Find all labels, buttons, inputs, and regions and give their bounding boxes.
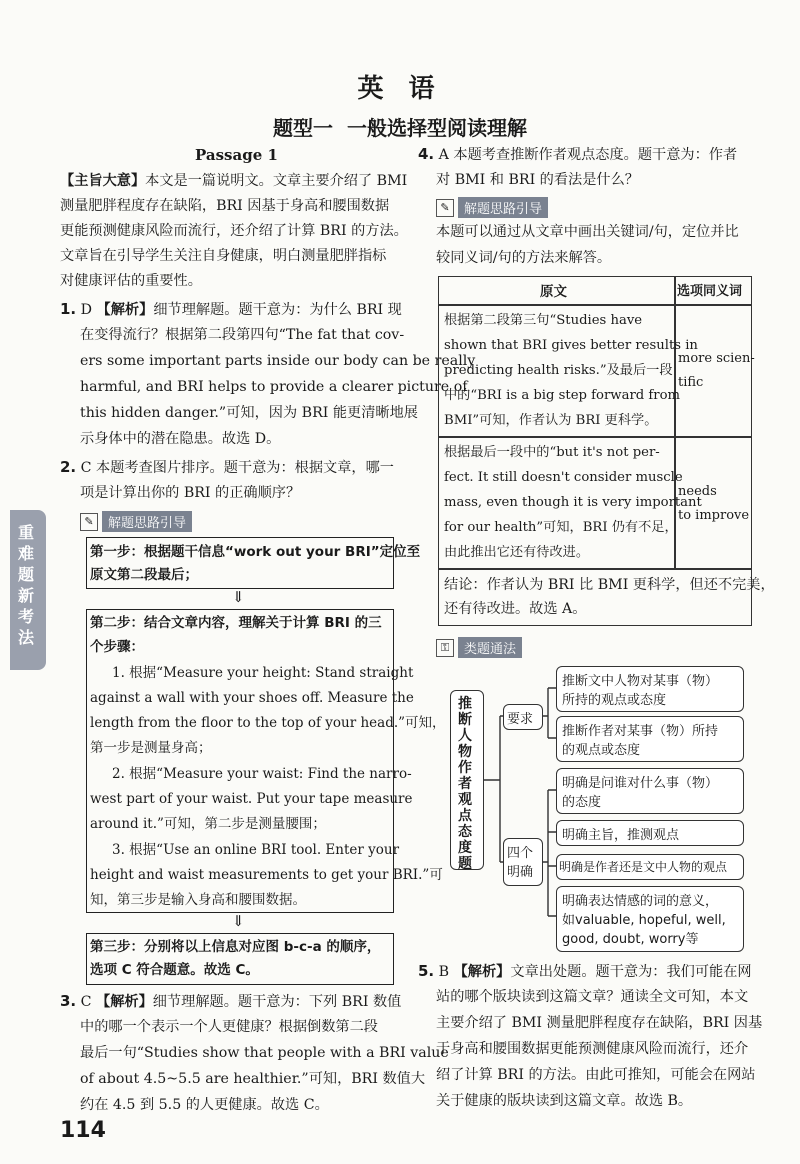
- page-number: 114: [60, 1118, 106, 1143]
- q3-answer: C: [80, 994, 92, 1010]
- table-cell-text: 根据最后一段中的“but it's not per-: [444, 445, 660, 460]
- step-2-line: height and waist measurements to get your BRI.”可: [90, 867, 443, 883]
- q4-answer: A: [438, 147, 449, 163]
- mindmap-clarify-label: 四个: [507, 846, 534, 861]
- page-title: 题型一 一般选择型阅读理解: [273, 116, 527, 140]
- down-arrow-icon: ⇓: [232, 588, 245, 606]
- mindmap-leaf-text: 所持的观点或态度: [562, 693, 667, 708]
- table-header-synonym: 选项同义词: [677, 284, 743, 299]
- q4-guide-text: 解题思路引导: [458, 197, 548, 218]
- mindmap-leaf-text: 明确表达情感的词的意义，: [562, 894, 719, 909]
- table-cell-text: BMI”可知，作者认为 BRI 更科学。: [444, 413, 658, 428]
- table-conclusion-line: 结论：作者认为 BRI 比 BMI 更科学，但还不完美，: [444, 577, 775, 593]
- q1-number: 1.: [60, 300, 77, 318]
- step-1-line: 第一步：根据题干信息“work out your BRI”定位至: [90, 544, 421, 560]
- mindmap-leaf-text: 推断作者对某事（物）所持: [562, 724, 719, 739]
- q5-line: 关于健康的版块读到这篇文章。故选 B。: [436, 1093, 693, 1109]
- table-cell-synonym: needs: [678, 484, 717, 499]
- q5-tag: 【解析】: [453, 964, 511, 980]
- step-2-line: around it.”可知，第二步是测量腰围；: [90, 816, 326, 832]
- step-2-line: 1. 根据“Measure your height: Stand straight: [112, 665, 414, 681]
- passage-heading: Passage 1: [195, 146, 278, 164]
- mindmap-requirement-label: 要求: [507, 712, 534, 727]
- summary-line: 文章旨在引导学生关注自身健康，明白测量肥胖指标: [60, 248, 387, 264]
- table-cell-text: 中的“BRI is a big step forward from: [444, 388, 681, 403]
- q4-text: 本题考查推断作者观点态度。题干意为：作者: [453, 147, 738, 163]
- q3-line: 中的哪一个表示一个人更健康？根据倒数第二段: [80, 1019, 378, 1035]
- q3-line: of about 4.5~5.5 are healthier.”可知，BRI 数值大: [80, 1071, 426, 1087]
- step-2-line: length from the floor to the top of your head.”可知，: [90, 715, 446, 731]
- q1-line: ers some important parts inside our body can be really: [80, 353, 476, 369]
- q4-method-line: 本题可以通过从文章中画出关键词/句，定位并比: [436, 224, 739, 240]
- step-2-line: against a wall with your shoes off. Measure the: [90, 690, 414, 706]
- summary-text: 本文是一篇说明文。文章主要介绍了 BMI: [145, 173, 408, 189]
- q5-text: 文章出处题。题干意为：我们可能在网: [510, 964, 752, 980]
- side-tab-label: 重难题新考法: [18, 523, 35, 647]
- mindmap-leaf-text: 明确是作者还是文中人物的观点: [559, 860, 728, 874]
- q3-text: 细节理解题。题干意为：下列 BRI 数值: [152, 994, 402, 1010]
- q2-line: 项是计算出你的 BRI 的正确顺序？: [80, 485, 301, 501]
- q1-answer: D: [80, 302, 93, 318]
- mindmap-leaf-text: 的观点或态度: [562, 743, 641, 758]
- step-2-line: 第二步：结合文章内容，理解关于计算 BRI 的三: [90, 615, 382, 631]
- q1-line: this hidden danger.”可知，因为 BRI 能更清晰地展: [80, 405, 418, 421]
- mindmap-leaf-text: 如valuable, hopeful, well,: [562, 913, 726, 928]
- step-2-line: 个步骤：: [90, 639, 144, 655]
- q1-line: harmful, and BRI helps to provide a clearer picture of: [80, 379, 468, 395]
- table-cell-synonym: tific: [678, 375, 704, 390]
- table-cell-synonym: to improve: [678, 508, 750, 523]
- q5-line: 站的哪个版块读到这篇文章？通读全文可知，本文: [436, 989, 749, 1005]
- step-3-line: 选项 C 符合题意。故选 C。: [90, 962, 259, 978]
- q4-line: 对 BMI 和 BRI 的看法是什么？: [436, 172, 639, 188]
- table-header-original: 原文: [540, 284, 567, 300]
- q2-guide-text: 解题思路引导: [102, 511, 192, 532]
- q2-number: 2.: [60, 458, 77, 476]
- q1-text: 细节理解题。题干意为：为什么 BRI 现: [153, 302, 402, 318]
- q1-tag: 【解析】: [96, 302, 154, 318]
- table-cell-text: predicting health risks.”及最后一段: [444, 363, 673, 378]
- step-2-line: 第一步是测量身高；: [90, 740, 212, 756]
- q5-first-line: [418, 962, 752, 981]
- q4-method-line: 较同义词/句的方法来解答。: [436, 250, 612, 266]
- step-2-line: 知，第三步是输入身高和腰围数据。: [90, 892, 306, 908]
- summary-line: 对健康评估的重要性。: [60, 273, 202, 289]
- subject-title: 英 语: [357, 74, 443, 104]
- step-3-line: 第三步：分别将以上信息对应图 b-c-a 的顺序，: [90, 939, 381, 955]
- mindmap-root-text: 推断人物作者观点态度题: [458, 696, 472, 872]
- q4-number: 4.: [418, 145, 435, 163]
- mindmap-leaf-text: 明确是问谁对什么事（物）: [562, 776, 719, 791]
- note-icon: ✎: [80, 513, 98, 531]
- summary-line: 测量肥胖程度存在缺陷，BRI 因基于身高和腰围数据: [60, 198, 390, 214]
- q3-number: 3.: [60, 992, 77, 1010]
- q1-line: 示身体中的潜在隐患。故选 D。: [80, 431, 281, 447]
- key-icon: ⚿: [436, 639, 454, 657]
- mindmap-clarify-label: 明确: [507, 865, 534, 880]
- step-2-line: 2. 根据“Measure your waist: Find the narro-: [112, 766, 412, 782]
- table-cell-text: 根据第二段第三句“Studies have: [444, 313, 643, 328]
- q5-line: 主要介绍了 BMI 测量肥胖程度存在缺陷，BRI 因基: [436, 1015, 763, 1031]
- mindmap-leaf-text: 明确主旨，推测观点: [562, 828, 680, 843]
- step-2-line: 3. 根据“Use an online BRI tool. Enter your: [112, 842, 400, 858]
- summary-tag: 【主旨大意】: [60, 173, 146, 189]
- q5-number: 5.: [418, 962, 435, 980]
- mindmap-leaf-text: 推断文中人物对某事（物）: [562, 674, 719, 689]
- step-1-line: 原文第二段最后；: [90, 567, 198, 583]
- q3-tag: 【解析】: [96, 994, 153, 1010]
- q2-answer: C: [80, 460, 92, 476]
- table-cell-text: mass, even though it is very important: [444, 495, 702, 510]
- table-cell-text: fect. It still doesn't consider muscle: [444, 470, 683, 485]
- mindmap-leaf-text: 的态度: [562, 795, 602, 810]
- mindmap-leaf-text: good, doubt, worry等: [562, 932, 699, 947]
- step-2-line: west part of your waist. Put your tape measure: [90, 791, 413, 807]
- table-cell-synonym: more scien-: [678, 351, 755, 366]
- q2-text: 本题考查图片排序。题干意为：根据文章，哪一: [96, 460, 394, 476]
- q3-line: 最后一句“Studies show that people with a BRI value: [80, 1045, 449, 1061]
- summary-line: 更能预测健康风险而流行，还介绍了计算 BRI 的方法。: [60, 223, 408, 239]
- q3-line: 约在 4.5 到 5.5 的人更健康。故选 C。: [80, 1097, 329, 1113]
- q5-answer: B: [438, 964, 450, 980]
- q1-line: 在变得流行？根据第二段第四句“The fat that cov-: [80, 327, 405, 343]
- down-arrow-icon: ⇓: [232, 912, 245, 930]
- table-cell-text: shown that BRI gives better results in: [444, 338, 698, 353]
- table-conclusion-line: 还有待改进。故选 A。: [444, 601, 587, 617]
- similar-method-text: 类题通法: [458, 637, 522, 658]
- q5-line: 于身高和腰围数据更能预测健康风险而流行，还介: [436, 1041, 749, 1057]
- note-icon: ✎: [436, 199, 454, 217]
- table-cell-text: for our health”可知，BRI 仍有不足，: [444, 520, 678, 535]
- table-cell-text: 由此推出它还有待改进。: [444, 545, 590, 560]
- q5-line: 绍了计算 BRI 的方法。由此可推知，可能会在网站: [436, 1067, 756, 1083]
